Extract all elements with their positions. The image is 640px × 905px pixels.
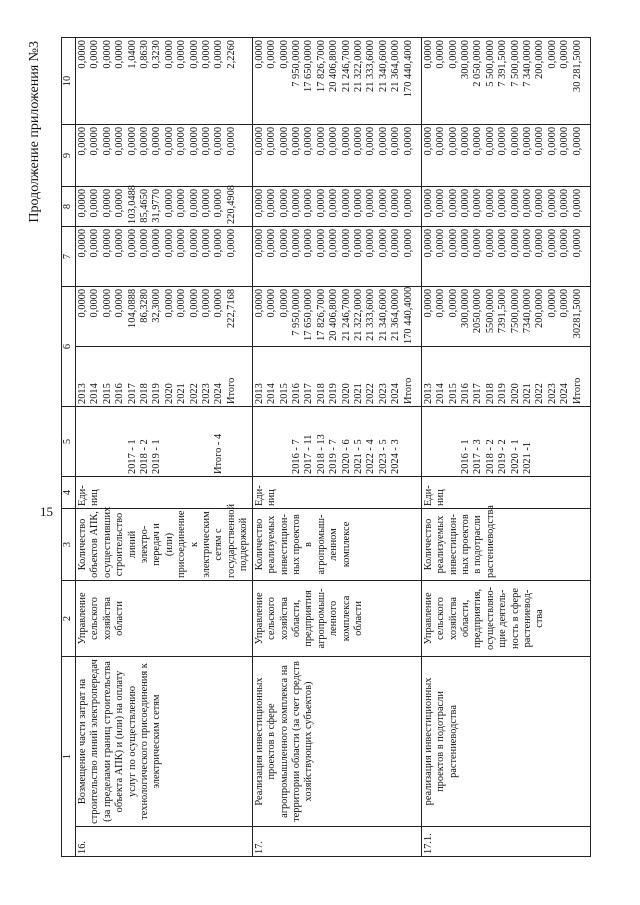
col-header-6: 6	[62, 286, 76, 406]
table-row	[252, 38, 421, 857]
plan-values: 2016 - 1 2017 - 3 2018 - 2 2019 - 2 2020 - 1 2021 -1	[421, 406, 590, 476]
plan-values: 2016 - 7 2017 - 11 2018 - 13 2019 - 7 2020 - 6 2021 - 5 2022 - 4 2023 - 5 2024 - 3	[252, 406, 421, 476]
plan-values: 2017 - 1 2018 - 2 2019 - 1 Итого - 4	[76, 406, 253, 476]
measure-name: Возмещение части затрат на строительство линий электропередач (за пределами границ строительства объекта АПК) и (или) на оплату услуг по осуществлению технологического присоединения к электрическим сетям	[76, 656, 253, 826]
col-header-3: 3	[62, 508, 76, 580]
years: 2013 2014 2015 2016 2017 2018 2019 2020 2021 2022 2023 2024 Итого	[252, 346, 421, 406]
unit: Еди-ниц	[421, 476, 590, 508]
col6-values: 0,0000 0,0000 0,0000 300,0000 2050,0000 5500,0000 7391,5000 7500,0000 7340,0000 200,0000 0,0000 0,0000 30281,5000	[421, 286, 590, 346]
unit: Еди-ниц	[76, 476, 253, 508]
col9-values: 0,0000 0,0000 0,0000 0,0000 0,0000 0,0000 0,0000 0,0000 0,0000 0,0000 0,0000 0,0000 0,0000	[252, 124, 421, 186]
indicator: Количество реализуемых инвестицион-ных проектов в подотрасли растениеводства	[421, 508, 590, 580]
executor: Управление сельского хозяйства области, предприятия агропромыш-ленного комплекса области	[252, 580, 421, 656]
table-row	[76, 38, 253, 857]
table-row	[421, 38, 590, 857]
col-header-5: 5	[62, 406, 76, 476]
row-number: 17.1.	[421, 827, 590, 857]
executor: Управление сельского хозяйства области, предприятия, осуществляю-щие деятель-ность в сфере растениевод-ства	[421, 580, 590, 656]
rotated-content	[27, 37, 624, 857]
page-number: 15	[40, 504, 53, 519]
col-header-1: 1	[62, 656, 76, 856]
col-header-2: 2	[62, 580, 76, 656]
col9-values: 0,0000 0,0000 0,0000 0,0000 0,0000 0,0000 0,0000 0,0000 0,0000 0,0000 0,0000 0,0000 0,0000	[76, 124, 253, 186]
col7-values: 0,0000 0,0000 0,0000 0,0000 0,0000 0,0000 0,0000 0,0000 0,0000 0,0000 0,0000 0,0000 0,0000	[252, 226, 421, 286]
col10-values: 0,0000 0,0000 0,0000 300,0000 2 050,0000 5 500,0000 7 391,5000 7 500,0000 7 340,0000 200,0000 0,0000 0,0000 30 281,5000	[421, 38, 590, 125]
column-number-row	[62, 38, 76, 857]
col8-values: 0,0000 0,0000 0,0000 0,0000 0,0000 0,0000 0,0000 0,0000 0,0000 0,0000 0,0000 0,0000 0,0000	[252, 186, 421, 226]
years: 2013 2014 2015 2016 2017 2018 2019 2020 2021 2022 2023 2024 Итого	[76, 346, 253, 406]
col6-values: 0,0000 0,0000 0,0000 7 950,0000 17 650,0000 17 826,7000 20 406,8000 21 246,7000 21 322,0000 21 333,6000 21 340,6000 21 364,0000 170 440,4000	[252, 286, 421, 346]
col-header-10: 10	[62, 38, 76, 125]
col7-values: 0,0000 0,0000 0,0000 0,0000 0,0000 0,0000 0,0000 0,0000 0,0000 0,0000 0,0000 0,0000 0,0000	[421, 226, 590, 286]
rotated-page	[27, 37, 624, 857]
executor: Управление сельского хозяйства области	[76, 580, 253, 656]
col7-values: 0,0000 0,0000 0,0000 0,0000 0,0000 0,0000 0,0000 0,0000 0,0000 0,0000 0,0000 0,0000 0,0000	[76, 226, 253, 286]
row-number: 16.	[76, 827, 253, 857]
col-header-8: 8	[62, 186, 76, 226]
col9-values: 0,0000 0,0000 0,0000 0,0000 0,0000 0,0000 0,0000 0,0000 0,0000 0,0000 0,0000 0,0000 0,0000	[421, 124, 590, 186]
years: 2013 2014 2015 2016 2017 2018 2019 2020 2021 2022 2023 2024 Итого	[421, 346, 590, 406]
col6-values: 0,0000 0,0000 0,0000 0,0000 104,0888 86,3280 32,3000 0,0000 0,0000 0,0000 0,0000 0,0000 222,7168	[76, 286, 253, 346]
program-table	[61, 37, 591, 857]
col8-values: 0,0000 0,0000 0,0000 0,0000 0,0000 0,0000 0,0000 0,0000 0,0000 0,0000 0,0000 0,0000 0,0000	[421, 186, 590, 226]
row-number: 17.	[252, 827, 421, 857]
indicator: Количество объектов АПК, осуществивших строительство линий электро-передач и (или) присоединение к электрическим сетям с государственной поддержкой	[76, 508, 253, 580]
appendix-continuation-title: Продолжение приложения №3	[27, 41, 42, 223]
col10-values: 0,0000 0,0000 0,0000 7 950,0000 17 650,0000 17 826,7000 20 406,8000 21 246,7000 21 322,0000 21 333,6000 21 340,6000 21 364,0000 170 440,4000	[252, 38, 421, 125]
measure-name: реализация инвестиционных проектов в подотрасли растениеводства	[421, 656, 590, 826]
col-header-9: 9	[62, 124, 76, 186]
col-header-4: 4	[62, 476, 76, 508]
col8-values: 0,0000 0,0000 0,0000 0,0000 103,0488 85,4650 31,9770 0,0000 0,0000 0,0000 0,0000 0,0000 220,4908	[76, 186, 253, 226]
measure-name: Реализация инвестиционных проектов в сфере агропромышленного комплекса на территории области (за счет средств хозяйствующих субъектов)	[252, 656, 421, 826]
col10-values: 0,0000 0,0000 0,0000 0,0000 1,0400 0,8630 0,3230 0,0000 0,0000 0,0000 0,0000 0,0000 2,2260	[76, 38, 253, 125]
indicator: Количество реализуемых инвестицион-ных проектов в агропромыш-ленном комплексе	[252, 508, 421, 580]
col-header-7: 7	[62, 226, 76, 286]
unit: Еди-ниц	[252, 476, 421, 508]
